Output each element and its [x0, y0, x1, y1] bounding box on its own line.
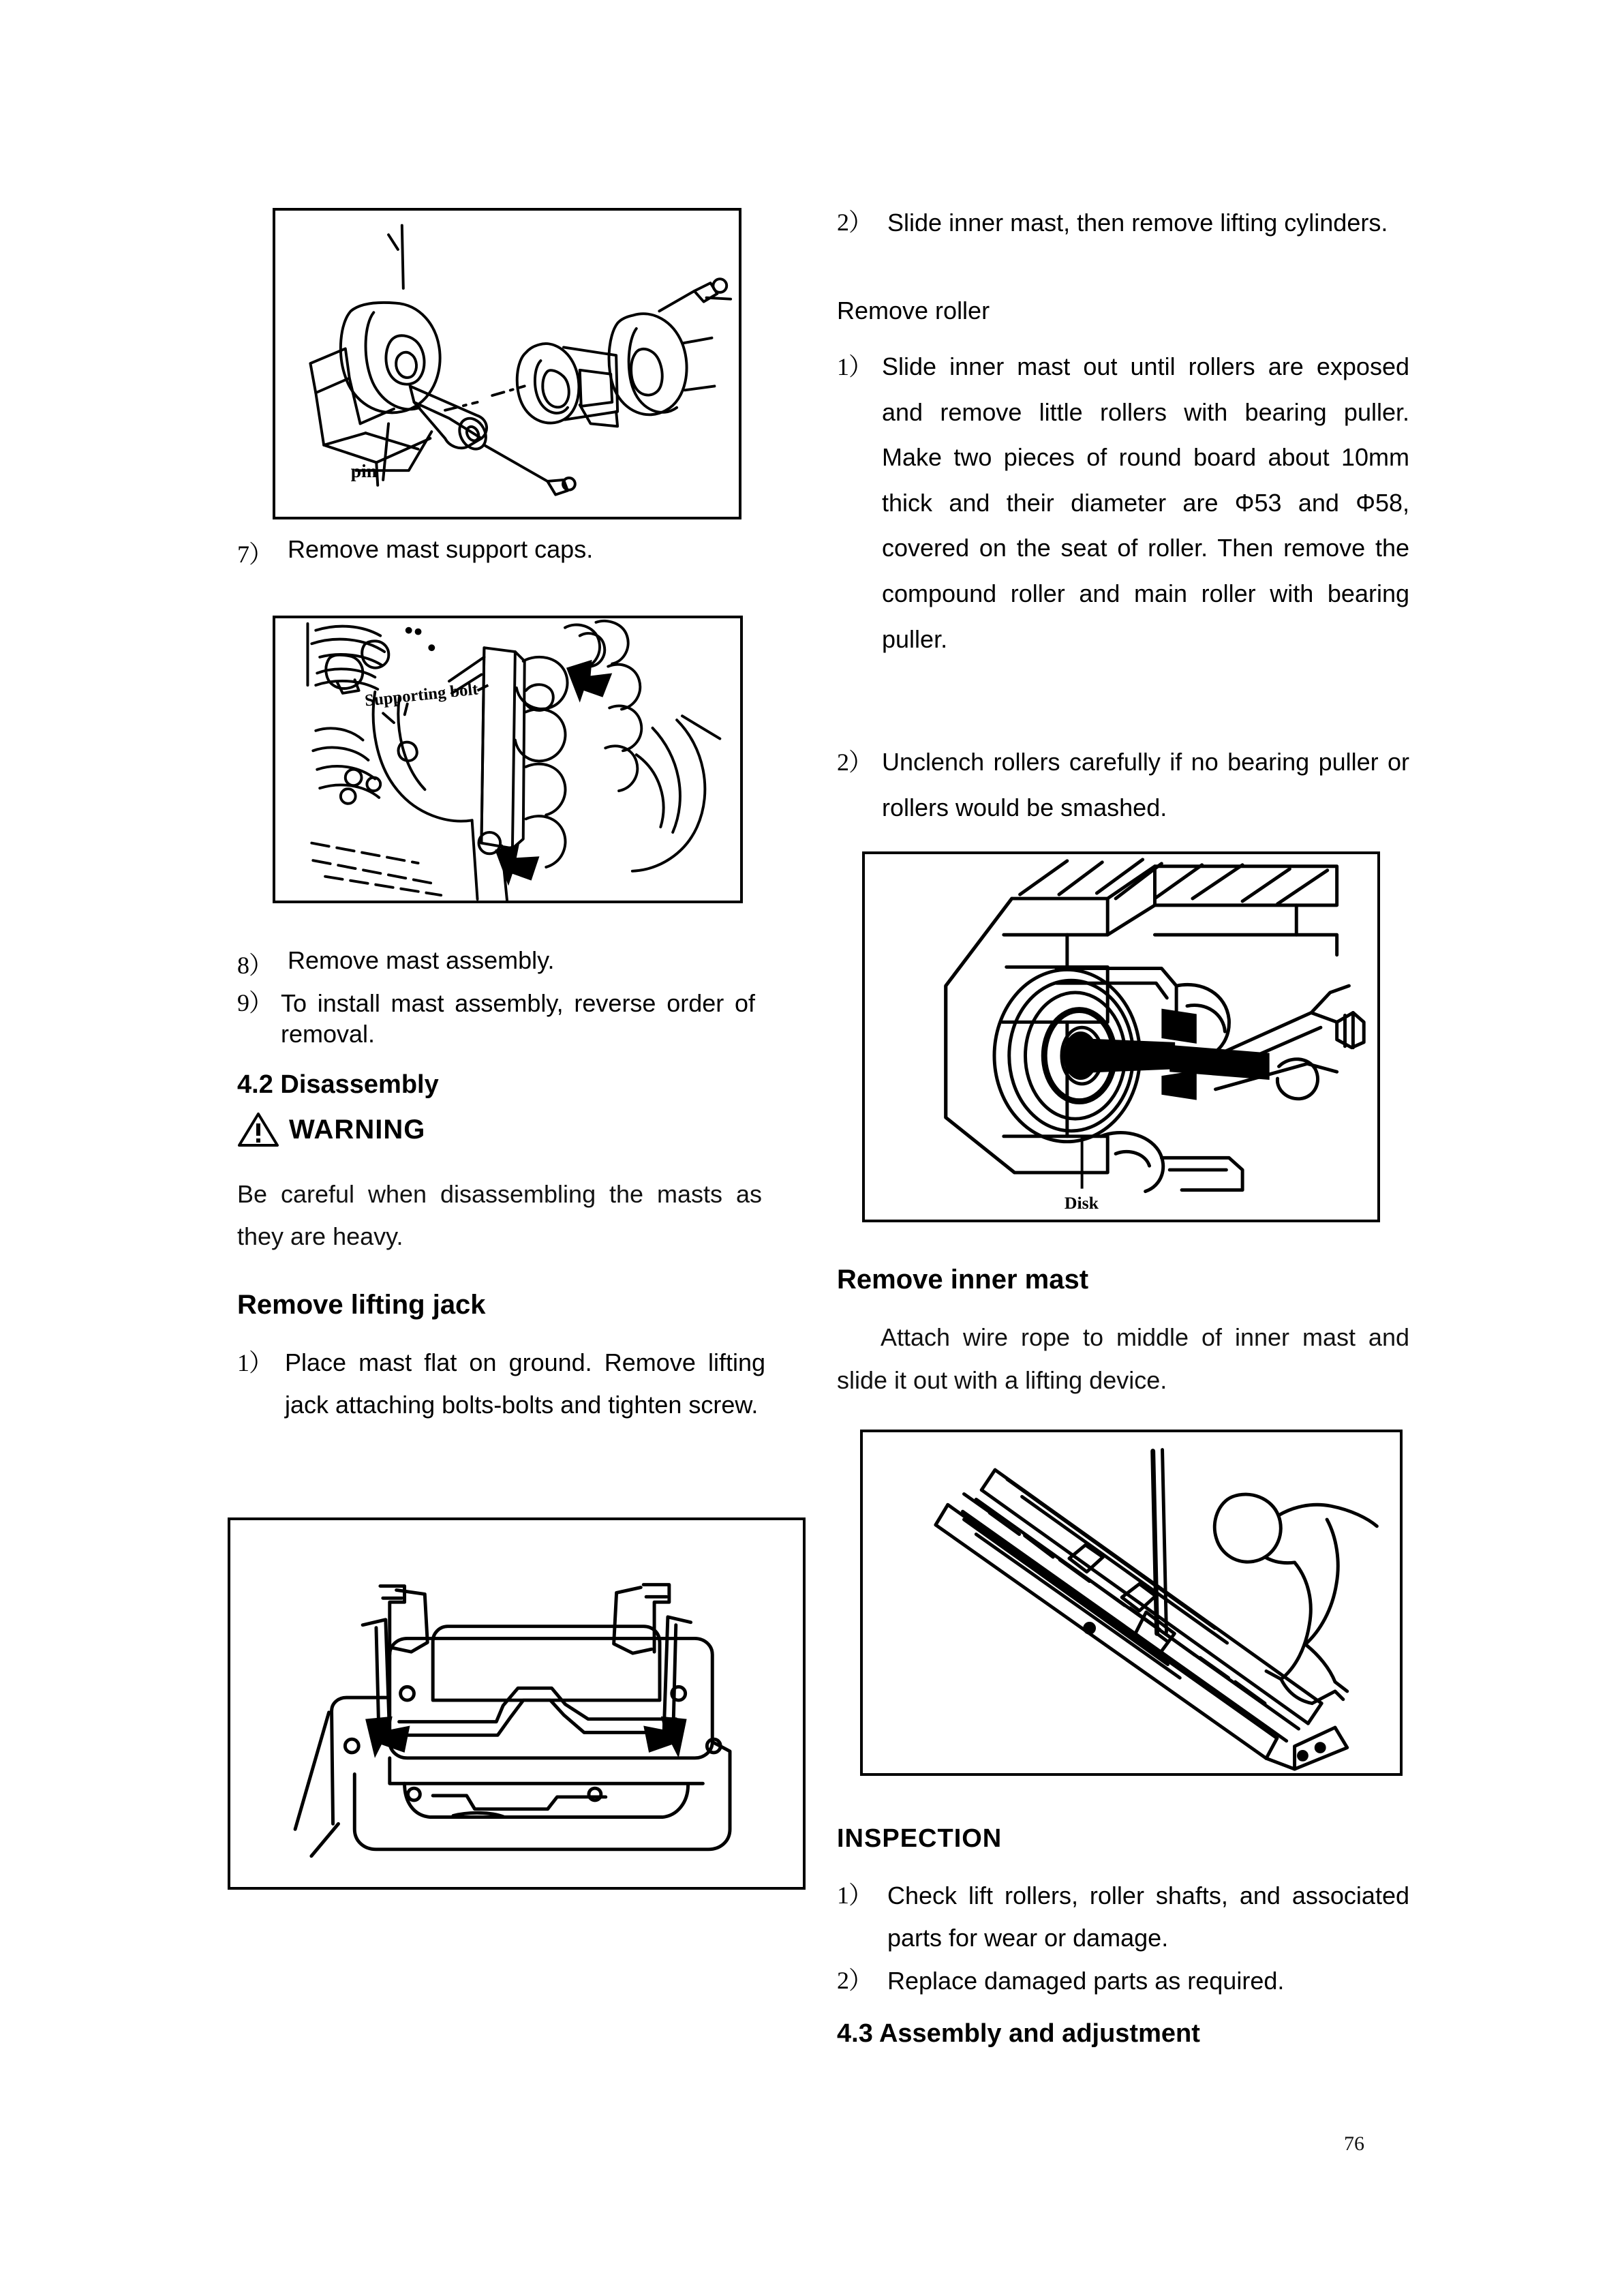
figure-disk-label: Disk	[1064, 1193, 1099, 1213]
heading-remove-roller: Remove roller	[837, 297, 990, 324]
figure-roller-disk	[862, 851, 1380, 1222]
heading-inspection: INSPECTION	[837, 1824, 1003, 1853]
warning-banner	[237, 1111, 755, 1148]
step-7-text: Remove mast support caps.	[288, 535, 594, 563]
warning-triangle-icon	[237, 1111, 279, 1148]
arrow-right-bolt	[643, 1717, 686, 1758]
page-number: 76	[1344, 2132, 1364, 2155]
inner-mast-sling-diagram	[863, 1432, 1400, 1773]
roller-step-1-marker: 1）	[837, 353, 873, 380]
list-item-roller-step-2	[837, 740, 1409, 830]
jack-step-1-text: Place mast flat on ground. Remove lifting jack attaching bolts-bolts and tighten screw.	[285, 1348, 765, 1419]
figure-lifting-jack	[228, 1517, 806, 1890]
figure-inner-mast-sling	[860, 1430, 1403, 1776]
arrow-upper	[566, 660, 612, 703]
right-step-2-text: Slide inner mast, then remove lifting cylinders.	[887, 209, 1388, 237]
heading-4-3-assembly-adjustment: 4.3 Assembly and adjustment	[837, 2019, 1200, 2048]
list-item-right-step-2	[837, 202, 1406, 244]
list-item-jack-step-1	[237, 1342, 765, 1427]
step-9-text: To install mast assembly, reverse order of removal.	[281, 989, 755, 1048]
roller-step-2-text: Unclench rollers carefully if no bearing puller or rollers would be smashed.	[882, 748, 1409, 821]
exploded-cylinder-pin-diagram	[275, 211, 739, 517]
figure-pin-assembly	[273, 208, 741, 519]
list-item-inspection-1	[837, 1875, 1409, 1959]
figure-pin-label: pin	[350, 460, 378, 482]
step-8-text: Remove mast assembly.	[288, 946, 555, 974]
list-item-step-7	[237, 535, 755, 570]
figure-supporting-bolt-label: Supporting bolt	[363, 680, 479, 710]
mast-support-cap-diagram	[275, 618, 740, 901]
inspection-1-marker: 1）	[837, 1882, 873, 1909]
inner-mast-body-text: Attach wire rope to middle of inner mast and slide it out with a lifting device.	[837, 1323, 1409, 1394]
list-item-step-8	[237, 946, 755, 981]
heading-remove-lifting-jack: Remove lifting jack	[237, 1290, 486, 1320]
list-item-roller-step-1	[837, 344, 1409, 662]
roller-bearing-puller-diagram	[865, 854, 1377, 1220]
inspection-1-text: Check lift rollers, roller shafts, and associated parts for wear or damage.	[887, 1882, 1409, 1952]
roller-step-2-marker: 2）	[837, 749, 873, 776]
warning-label: WARNING	[289, 1114, 426, 1145]
figure-mast-support-cap	[273, 616, 743, 903]
inspection-2-text: Replace damaged parts as required.	[887, 1967, 1285, 1995]
lifting-jack-diagram	[230, 1520, 803, 1887]
warning-body-text: Be careful when disassembling the masts as they are heavy.	[237, 1180, 762, 1250]
step-9-marker: 9）	[237, 989, 273, 1016]
arrow-lower	[495, 845, 539, 886]
heading-4-2-disassembly: 4.2 Disassembly	[237, 1070, 439, 1099]
inspection-2-marker: 2）	[837, 1967, 873, 1994]
heading-remove-inner-mast: Remove inner mast	[837, 1265, 1089, 1295]
list-item-step-9	[237, 988, 755, 1050]
right-step-2-marker: 2）	[837, 209, 873, 236]
step-7-marker: 7）	[237, 541, 273, 568]
roller-step-1-text: Slide inner mast out until rollers are exposed and remove little rollers with bearing puller. Make two pieces of round board about 10mm thick and their diameter are Φ53 and Φ58, covered on the seat of roller. Then remove the compound roller and main roller with bearing puller.	[882, 352, 1409, 653]
step-8-marker: 8）	[237, 952, 273, 979]
jack-step-1-marker: 1）	[237, 1349, 273, 1376]
list-item-inspection-2	[837, 1960, 1409, 2002]
